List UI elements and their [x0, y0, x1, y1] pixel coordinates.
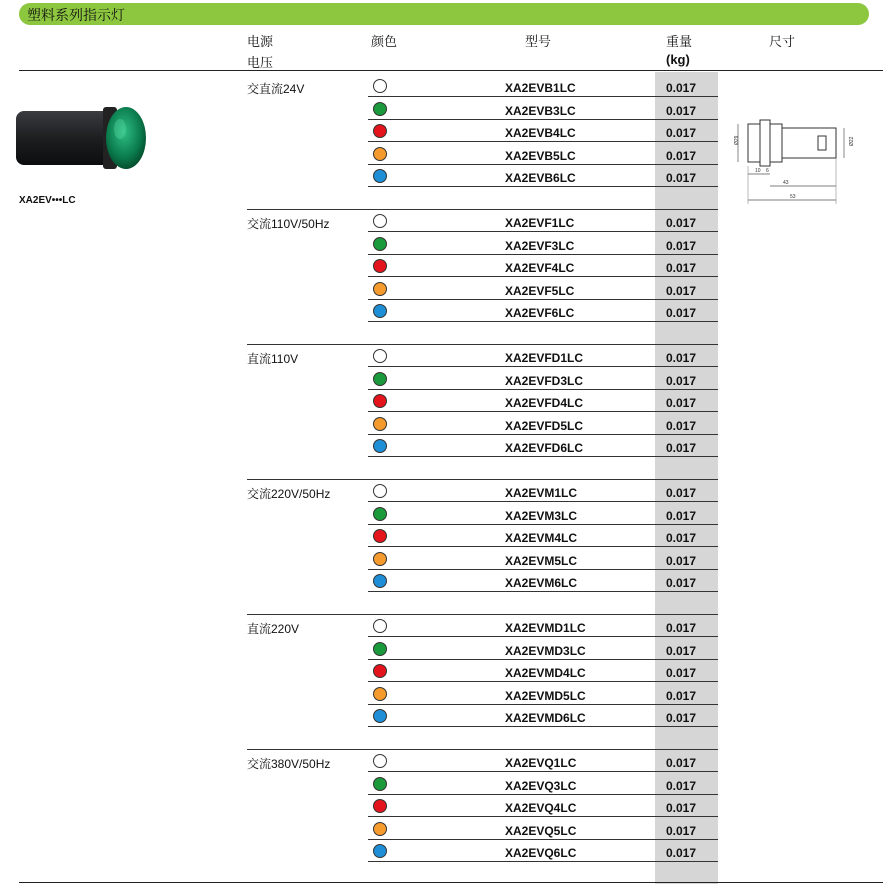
model-number: XA2EVFD4LC	[505, 396, 584, 410]
weight-value: 0.017	[666, 126, 697, 140]
section-title-bar	[19, 3, 869, 25]
model-number: XA2EVF3LC	[505, 238, 575, 253]
indicator-color-orange-icon	[373, 687, 387, 701]
dim-label-4: 43	[783, 180, 789, 186]
weight-value: 0.017	[666, 396, 697, 410]
row-divider	[368, 816, 718, 817]
indicator-color-green-icon	[373, 777, 387, 791]
indicator-color-white-icon	[373, 214, 387, 228]
group-divider	[247, 479, 718, 480]
weight-value: 0.017	[666, 261, 697, 275]
model-number: XA2EVF6LC	[505, 306, 575, 320]
header-dimension: 尺寸	[769, 34, 796, 49]
model-number: XA2EVQ5LC	[505, 823, 577, 838]
weight-value: 0.017	[666, 508, 697, 523]
header-voltage-1: 电源	[247, 34, 274, 49]
row-divider	[368, 569, 718, 570]
row-divider	[368, 794, 718, 795]
row-divider	[368, 434, 718, 435]
model-number: XA2EVB5LC	[505, 148, 576, 163]
indicator-color-white-icon	[373, 79, 387, 93]
model-number: XA2EVM6LC	[505, 576, 578, 590]
row-divider	[368, 141, 718, 142]
weight-value: 0.017	[666, 778, 697, 793]
model-number: XA2EVF5LC	[505, 283, 575, 298]
dim-label-0: Ø29	[734, 135, 740, 145]
voltage-label: 交直流24V	[247, 82, 305, 96]
weight-value: 0.017	[666, 553, 697, 568]
weight-value: 0.017	[666, 171, 697, 185]
row-divider	[368, 839, 718, 840]
group-divider	[247, 749, 718, 750]
indicator-color-blue-icon	[373, 439, 387, 453]
header-rule	[19, 70, 883, 71]
indicator-color-white-icon	[373, 484, 387, 498]
weight-value: 0.017	[666, 666, 697, 680]
model-number: XA2EVB3LC	[505, 103, 576, 118]
weight-value: 0.017	[666, 103, 697, 118]
weight-value: 0.017	[666, 216, 697, 230]
weight-value: 0.017	[666, 238, 697, 253]
indicator-color-white-icon	[373, 619, 387, 633]
weight-value: 0.017	[666, 643, 697, 658]
indicator-color-red-icon	[373, 259, 387, 273]
weight-value: 0.017	[666, 688, 697, 703]
row-divider	[368, 659, 718, 660]
indicator-color-green-icon	[373, 102, 387, 116]
indicator-color-orange-icon	[373, 822, 387, 836]
indicator-color-green-icon	[373, 507, 387, 521]
row-divider	[368, 726, 718, 727]
row-divider	[368, 861, 718, 862]
weight-value: 0.017	[666, 81, 697, 95]
weight-value: 0.017	[666, 823, 697, 838]
row-divider	[368, 771, 718, 772]
row-divider	[368, 524, 718, 525]
model-number: XA2EVB1LC	[505, 81, 576, 95]
voltage-label: 交流110V/50Hz	[247, 217, 330, 231]
row-divider	[368, 546, 718, 547]
section-title: 塑料系列指示灯	[27, 7, 125, 23]
model-number: XA2EVB6LC	[505, 171, 576, 185]
weight-value: 0.017	[666, 621, 697, 635]
header-model: 型号	[525, 34, 552, 49]
indicator-color-red-icon	[373, 124, 387, 138]
indicator-color-orange-icon	[373, 147, 387, 161]
model-number: XA2EVM4LC	[505, 531, 578, 545]
row-divider	[368, 186, 718, 187]
indicator-color-orange-icon	[373, 552, 387, 566]
indicator-color-white-icon	[373, 754, 387, 768]
indicator-color-blue-icon	[373, 844, 387, 858]
indicator-color-orange-icon	[373, 417, 387, 431]
indicator-color-blue-icon	[373, 304, 387, 318]
indicator-color-blue-icon	[373, 574, 387, 588]
model-number: XA2EVMD6LC	[505, 711, 586, 725]
dim-label-1: Ø22	[849, 136, 855, 146]
header-weight-2: (kg)	[666, 52, 690, 67]
model-number: XA2EVM3LC	[505, 508, 578, 523]
model-number: XA2EVMD4LC	[505, 666, 586, 680]
model-number: XA2EVM1LC	[505, 486, 578, 500]
row-divider	[368, 366, 718, 367]
row-divider	[368, 254, 718, 255]
dim-label-5: 53	[790, 194, 796, 200]
indicator-color-white-icon	[373, 349, 387, 363]
group-divider	[247, 344, 718, 345]
weight-value: 0.017	[666, 846, 697, 860]
model-number: XA2EVQ1LC	[505, 756, 577, 770]
model-number: XA2EVQ6LC	[505, 846, 577, 860]
group-divider	[247, 209, 718, 210]
weight-value: 0.017	[666, 418, 697, 433]
voltage-label: 直流110V	[247, 352, 299, 366]
row-divider	[368, 411, 718, 412]
row-divider	[368, 96, 718, 97]
indicator-color-blue-icon	[373, 709, 387, 723]
indicator-color-green-icon	[373, 237, 387, 251]
weight-value: 0.017	[666, 801, 697, 815]
indicator-color-red-icon	[373, 394, 387, 408]
indicator-color-blue-icon	[373, 169, 387, 183]
row-divider	[368, 276, 718, 277]
weight-value: 0.017	[666, 576, 697, 590]
weight-value: 0.017	[666, 711, 697, 725]
bottom-rule	[19, 882, 883, 883]
model-number: XA2EVMD5LC	[505, 688, 586, 703]
weight-value: 0.017	[666, 531, 697, 545]
row-divider	[368, 456, 718, 457]
model-number: XA2EVF4LC	[505, 261, 575, 275]
row-divider	[368, 591, 718, 592]
product-photo	[8, 93, 158, 191]
model-number: XA2EVFD1LC	[505, 351, 584, 365]
model-number: XA2EVFD6LC	[505, 441, 584, 455]
group-divider	[247, 614, 718, 615]
row-divider	[368, 231, 718, 232]
voltage-label: 交流380V/50Hz	[247, 757, 331, 771]
weight-value: 0.017	[666, 486, 697, 500]
model-number: XA2EVM5LC	[505, 553, 578, 568]
model-number: XA2EVQ4LC	[505, 801, 577, 815]
model-number: XA2EVFD5LC	[505, 418, 584, 433]
weight-value: 0.017	[666, 148, 697, 163]
model-number: XA2EVFD3LC	[505, 373, 584, 388]
row-divider	[368, 321, 718, 322]
row-divider	[368, 164, 718, 165]
weight-value: 0.017	[666, 351, 697, 365]
product-label: XA2EV•••LC	[19, 195, 76, 206]
indicator-color-green-icon	[373, 642, 387, 656]
row-divider	[368, 501, 718, 502]
weight-value: 0.017	[666, 306, 697, 320]
row-divider	[368, 704, 718, 705]
dim-label-2: 10	[755, 168, 761, 174]
indicator-color-red-icon	[373, 664, 387, 678]
row-divider	[368, 299, 718, 300]
header-voltage-2: 电压	[247, 55, 274, 70]
weight-value: 0.017	[666, 441, 697, 455]
row-divider	[368, 119, 718, 120]
row-divider	[368, 389, 718, 390]
indicator-color-orange-icon	[373, 282, 387, 296]
model-number: XA2EVF1LC	[505, 216, 575, 230]
dimension-drawing	[728, 112, 858, 207]
header-color: 颜色	[371, 34, 398, 49]
row-divider	[368, 681, 718, 682]
voltage-label: 交流220V/50Hz	[247, 487, 331, 501]
voltage-label: 直流220V	[247, 622, 300, 636]
indicator-color-red-icon	[373, 799, 387, 813]
model-number: XA2EVMD1LC	[505, 621, 586, 635]
model-number: XA2EVQ3LC	[505, 778, 577, 793]
model-number: XA2EVB4LC	[505, 126, 576, 140]
row-divider	[368, 636, 718, 637]
weight-value: 0.017	[666, 283, 697, 298]
weight-value: 0.017	[666, 373, 697, 388]
header-weight-1: 重量	[666, 34, 693, 49]
indicator-color-green-icon	[373, 372, 387, 386]
model-number: XA2EVMD3LC	[505, 643, 586, 658]
dim-label-3: 6	[766, 168, 769, 174]
weight-value: 0.017	[666, 756, 697, 770]
indicator-color-red-icon	[373, 529, 387, 543]
